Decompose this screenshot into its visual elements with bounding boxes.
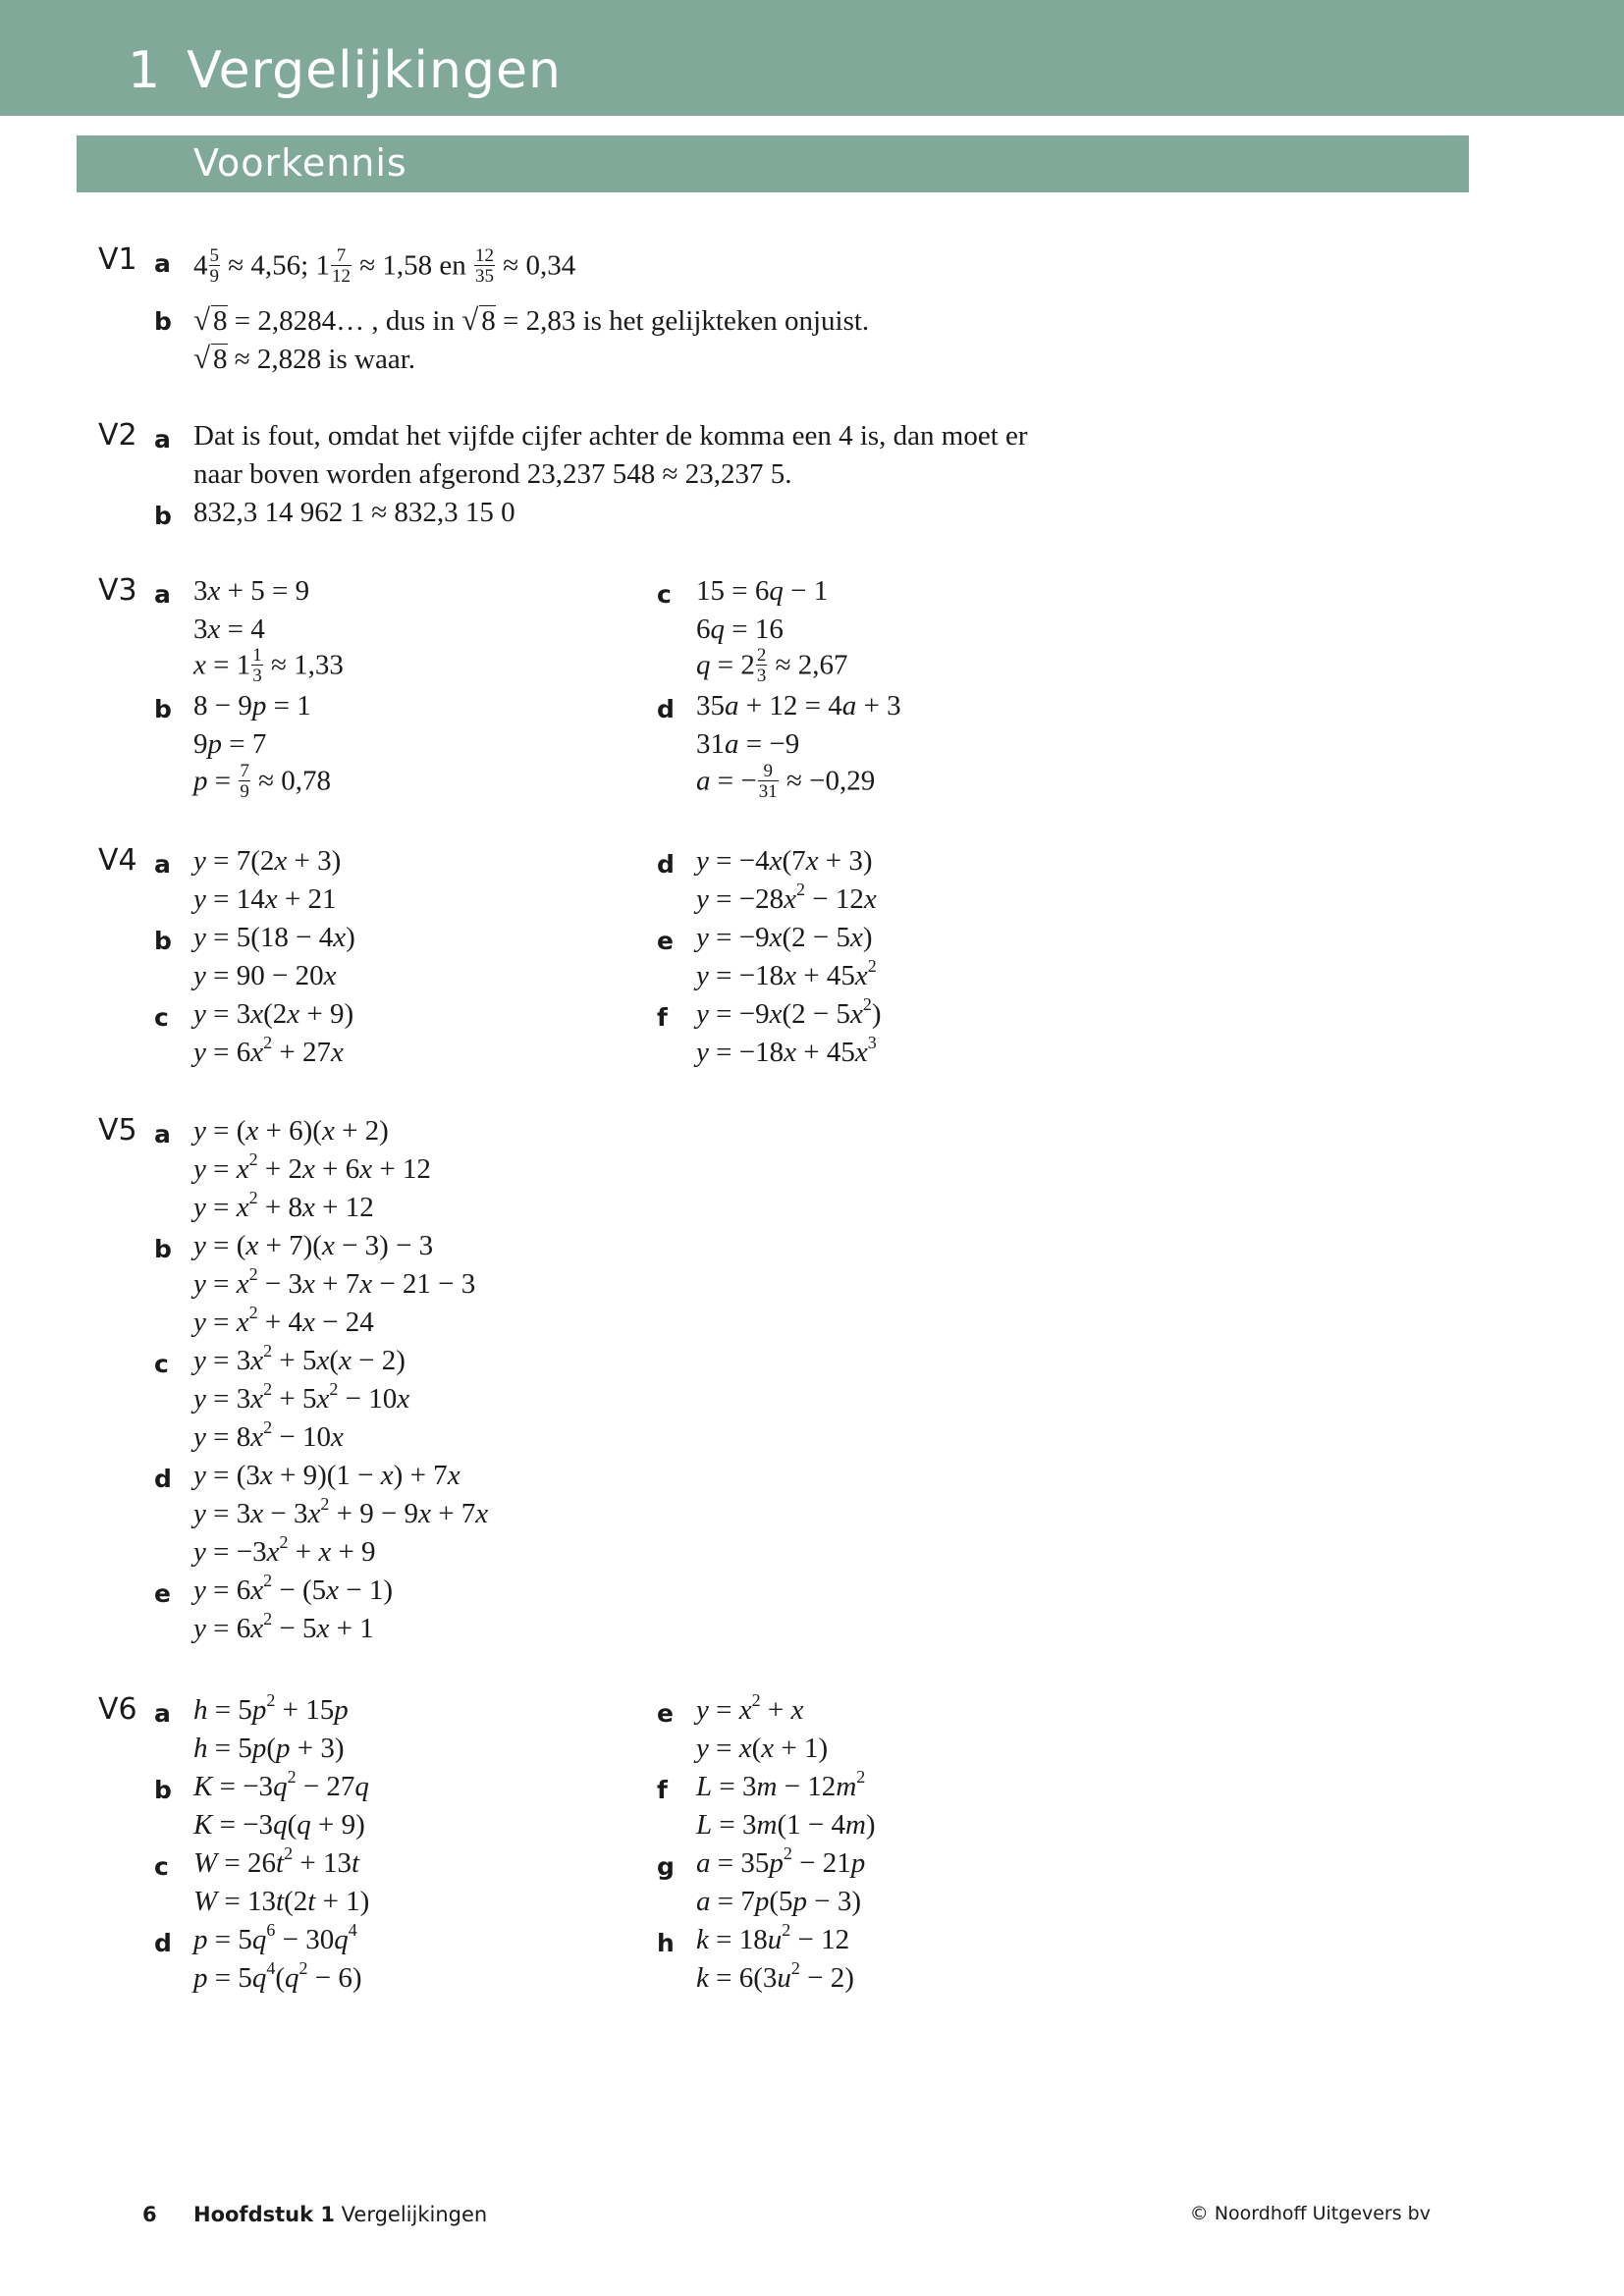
answer-line-v2-b1: 832,3 14 962 1 ≈ 832,3 15 0 xyxy=(193,497,515,528)
answer-line-v5-e1: $y = 6x^2 - (5x - 1)$ xyxy=(193,1571,394,1606)
part-label-v2-b: b xyxy=(154,502,172,530)
answer-line-v4-c2: $y = 6x^2 + 27x$ xyxy=(193,1033,344,1068)
page-number: 6 xyxy=(142,2203,157,2226)
part-label-v6-f: f xyxy=(657,1776,668,1804)
answer-line-v5-a3: $y = x^2 + 8x + 12$ xyxy=(193,1188,374,1223)
answer-line-v6-c1: $W = 26t^2 + 13t$ xyxy=(193,1843,360,1879)
part-label-v4-c: c xyxy=(154,1003,169,1032)
part-label-v6-c: c xyxy=(154,1852,169,1881)
part-label-v6-h: h xyxy=(657,1929,675,1957)
answer-line-v5-b2: $y = x^2 - 3x + 7x - 21 - 3$ xyxy=(193,1264,476,1300)
answer-line-v3-c2: 6q = 16 xyxy=(696,614,784,645)
answer-line-v6-f2: L = 3m(1 − 4m) xyxy=(696,1809,876,1841)
exercise-label-v6: V6 xyxy=(98,1692,137,1727)
part-label-v5-c: c xyxy=(154,1350,169,1378)
part-label-v2-a: a xyxy=(154,425,171,454)
footer-chapter: Hoofdstuk 1 Vergelijkingen xyxy=(193,2203,488,2226)
part-label-v4-d: d xyxy=(657,850,675,879)
answer-line-v3-c1: 15 = 6q − 1 xyxy=(696,575,829,607)
answer-line-v3-c3: q = 2 $\frac{2}{3}$ ≈ 2,67 xyxy=(696,645,848,686)
answer-line-v4-e2: $y = -18x + 45x^2$ xyxy=(696,956,877,991)
answer-line-v5-c3: $y = 8x^2 - 10x$ xyxy=(193,1417,344,1453)
answer-line-v4-b2: y = 90 − 20x xyxy=(193,960,337,991)
answer-line-v4-b1: y = 5(18 − 4x) xyxy=(193,922,355,953)
part-label-v5-d: d xyxy=(154,1465,172,1493)
part-label-v5-b: b xyxy=(154,1235,172,1263)
answer-line-v5-d3: $y = -3x^2 + x + 9$ xyxy=(193,1532,376,1568)
answer-line-v1-b2: √ 8 ≈ 2,828 is waar. xyxy=(193,341,416,375)
answer-line-v5-c2: $y = 3x^2 + 5x^2 - 10x$ xyxy=(193,1379,410,1415)
answer-line-v6-e2: y = x(x + 1) xyxy=(696,1733,829,1764)
answer-line-v6-a1: $h = 5p^2 + 15p$ xyxy=(193,1690,349,1726)
answer-line-v4-d2: $y = -28x^2 - 12x$ xyxy=(696,880,877,915)
answer-line-v4-e1: y = −9x(2 − 5x) xyxy=(696,922,873,953)
exercise-label-v2: V2 xyxy=(98,418,137,453)
part-label-v6-b: b xyxy=(154,1776,172,1804)
answer-line-v3-b2: 9p = 7 xyxy=(193,728,267,760)
exercise-label-v4: V4 xyxy=(98,843,137,878)
answer-line-v4-a2: y = 14x + 21 xyxy=(193,883,337,915)
part-label-v1-a: a xyxy=(154,249,171,278)
part-label-v4-f: f xyxy=(657,1003,668,1032)
answer-line-v1-a: 4 $\frac{5}{9}$ ≈ 4,56; 1 $\frac{7}{12}$ ≈ 1,58 en $\frac{12}{35}$ ≈ 0,34 xyxy=(193,245,576,287)
answer-line-v6-a2: h = 5p(p + 3) xyxy=(193,1733,345,1764)
answer-line-v3-d2: 31a = −9 xyxy=(696,728,800,760)
answer-line-v4-c1: y = 3x(2x + 9) xyxy=(193,998,354,1030)
answer-line-v3-d3: a = − $\frac{9}{31}$ ≈ −0,29 xyxy=(696,761,876,802)
answer-line-v6-d2: $p = 5q^4(q^2 - 6)$ xyxy=(193,1958,362,1994)
part-label-v5-a: a xyxy=(154,1120,171,1148)
part-label-v3-c: c xyxy=(657,580,672,609)
answer-line-v4-a1: y = 7(2x + 3) xyxy=(193,845,342,877)
answer-line-v6-b2: K = −3q(q + 9) xyxy=(193,1809,365,1841)
answer-line-v5-b3: $y = x^2 + 4x - 24$ xyxy=(193,1303,374,1338)
part-label-v3-a: a xyxy=(154,580,171,609)
answer-line-v6-e1: $y = x^2 + x$ xyxy=(696,1690,804,1726)
answer-line-v3-b3: p = $\frac{7}{9}$ ≈ 0,78 xyxy=(193,761,332,802)
answer-line-v6-g2: a = 7p(5p − 3) xyxy=(696,1886,862,1917)
answer-line-v5-d2: $y = 3x - 3x^2 + 9 - 9x + 7x$ xyxy=(193,1494,489,1529)
part-label-v5-e: e xyxy=(154,1579,171,1608)
answer-line-v5-e2: $y = 6x^2 - 5x + 1$ xyxy=(193,1609,374,1644)
answer-line-v5-d1: y = (3x + 9)(1 − x) + 7x xyxy=(193,1460,460,1491)
part-label-v4-a: a xyxy=(154,850,171,879)
footer-copyright: © Noordhoff Uitgevers bv xyxy=(1189,2203,1431,2224)
part-label-v6-e: e xyxy=(657,1699,674,1728)
part-label-v3-d: d xyxy=(657,695,675,723)
answer-line-v6-h2: $k = 6(3u^2 - 2)$ xyxy=(696,1958,854,1994)
answer-line-v3-a3: x = 1 $\frac{1}{3}$ ≈ 1,33 xyxy=(193,645,344,686)
answer-line-v3-b1: 8 − 9p = 1 xyxy=(193,690,311,721)
answer-line-v2-a2: naar boven worden afgerond 23,237 548 ≈ 23,237 5. xyxy=(193,458,792,490)
chapter-title xyxy=(128,41,562,100)
part-label-v1-b: b xyxy=(154,307,172,336)
answer-line-v3-d1: 35a + 12 = 4a + 3 xyxy=(696,690,901,721)
answer-line-v4-f1: $y = -9x(2 - 5x^2)$ xyxy=(696,994,882,1030)
answer-line-v1-b1: √ 8 = 2,8284… , dus in √ 8 = 2,83 is het gelijkteken onjuist. xyxy=(193,302,870,337)
answer-line-v6-g1: $a = 35p^2 - 21p$ xyxy=(696,1843,866,1879)
chapter-number: 1 xyxy=(128,41,162,100)
answer-line-v6-b1: $K = -3q^2 - 27q$ xyxy=(193,1767,369,1802)
chapter-name: Vergelijkingen xyxy=(187,41,562,100)
answer-line-v6-d1: $p = 5q^6 - 30q^4$ xyxy=(193,1920,357,1955)
part-label-v4-b: b xyxy=(154,927,172,955)
answer-line-v4-d1: y = −4x(7x + 3) xyxy=(696,845,873,877)
part-label-v6-g: g xyxy=(657,1852,675,1881)
exercise-label-v1: V1 xyxy=(98,242,137,277)
part-label-v6-d: d xyxy=(154,1929,172,1957)
answer-line-v6-h1: $k = 18u^2 - 12$ xyxy=(696,1920,850,1955)
part-label-v3-b: b xyxy=(154,695,172,723)
answer-line-v6-f1: $L = 3m - 12m^2$ xyxy=(696,1767,866,1802)
section-title: Voorkennis xyxy=(193,141,407,185)
answer-line-v2-a1: Dat is fout, omdat het vijfde cijfer achter de komma een 4 is, dan moet er xyxy=(193,420,1028,452)
answer-line-v6-c2: W = 13t(2t + 1) xyxy=(193,1886,370,1917)
answer-line-v5-a2: $y = x^2 + 2x + 6x + 12$ xyxy=(193,1149,431,1185)
part-label-v6-a: a xyxy=(154,1699,171,1728)
answer-line-v5-a1: y = (x + 6)(x + 2) xyxy=(193,1115,389,1147)
answer-line-v4-f2: $y = -18x + 45x^3$ xyxy=(696,1033,877,1068)
exercise-label-v5: V5 xyxy=(98,1113,137,1148)
answer-line-v5-c1: $y = 3x^2 + 5x(x - 2)$ xyxy=(193,1341,406,1376)
part-label-v4-e: e xyxy=(657,927,674,955)
answer-line-v5-b1: y = (x + 7)(x − 3) − 3 xyxy=(193,1230,434,1261)
answer-line-v3-a1: 3x + 5 = 9 xyxy=(193,575,310,607)
answer-line-v3-a2: 3x = 4 xyxy=(193,614,265,645)
exercise-label-v3: V3 xyxy=(98,573,137,608)
